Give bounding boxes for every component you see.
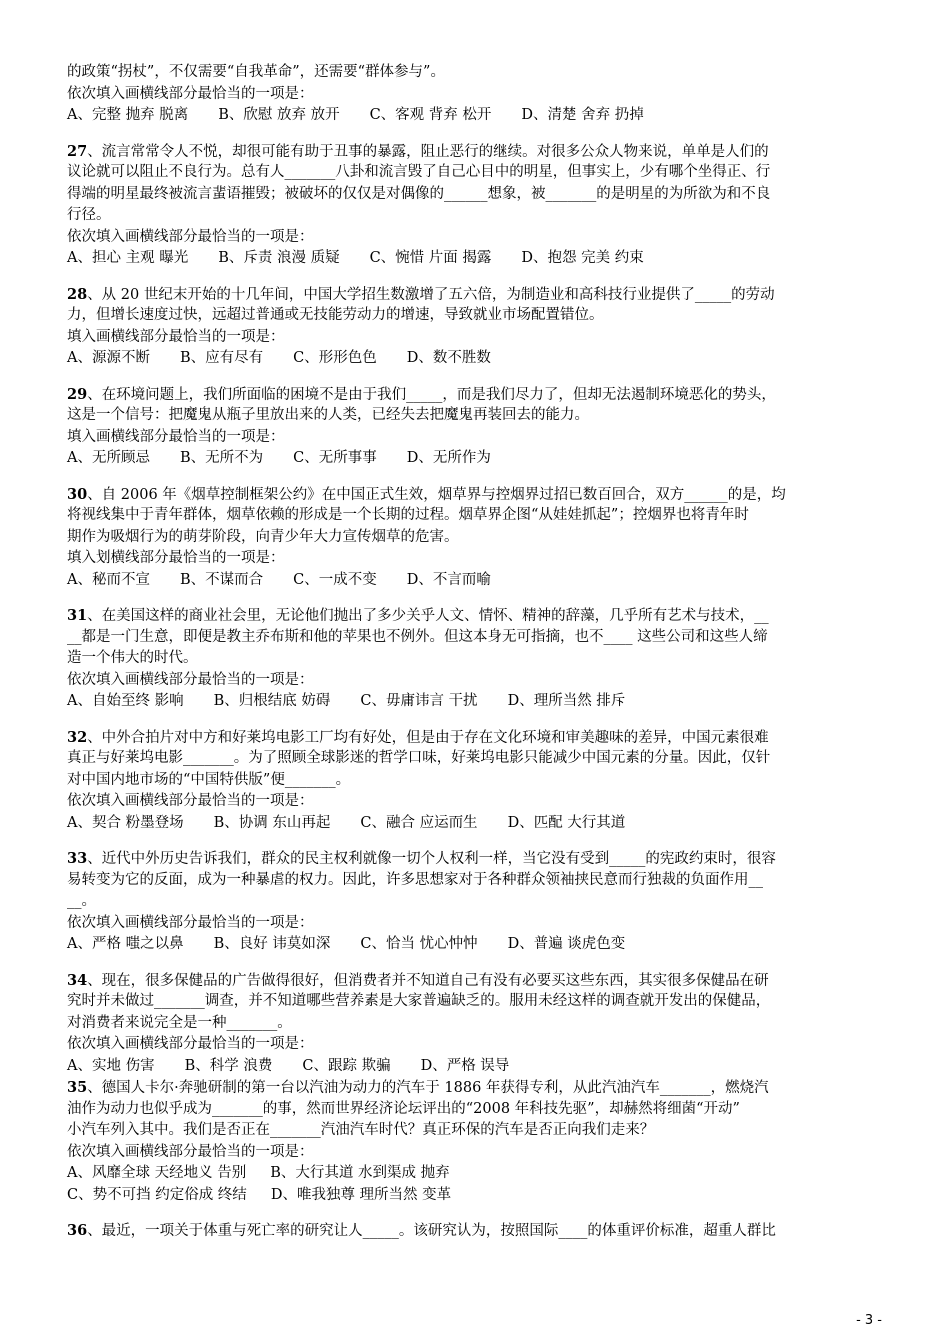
option: A、无所顾忌 (67, 450, 150, 466)
prompt-line: 依次填入画横线部分最恰当的一项是： (67, 85, 314, 102)
option: D、理所当然 排斥 (507, 693, 626, 709)
text-line (67, 527, 885, 549)
question-number: 29 (67, 385, 88, 403)
question-29 (67, 384, 885, 470)
prompt-line: 依次填入画横线部分最恰当的一项是： (67, 1143, 314, 1160)
question-text: __都是一门生意，即便是教主乔布斯和他的苹果也不例外。但这本身无可指摘，也不____ 这些公司和这些人缔 (67, 628, 768, 645)
text-line (67, 727, 885, 749)
text-line (67, 205, 885, 227)
text-line (67, 627, 885, 649)
option: D、数不胜数 (406, 350, 491, 366)
question-text: 、最近，一项关于体重与死亡率的研究让人_____。该研究认为，按照国际____的体重评价标准，超重人群比 (87, 1223, 776, 1239)
question-text: 、在环境问题上，我们所面临的困境不是由于我们_____，而是我们尽力了，但却无法遏制环境恶化的势头， (87, 386, 776, 403)
option: C、客观 背弃 松开 (369, 107, 492, 123)
text-line: 的政策“拐杖”，不仅需要“自我革命”，还需要“群体参与”。 (67, 64, 445, 80)
text-line (67, 484, 885, 506)
text-line (67, 284, 885, 306)
question-number: 27 (67, 142, 88, 160)
question-text: 小汽车列入其中。我们是否正在_______汽油汽车时代？真正环保的汽车是否正向我们走来？ (67, 1122, 655, 1138)
options-row (67, 248, 885, 270)
options-row (67, 105, 885, 127)
text-line (67, 605, 885, 627)
question-number: 28 (67, 285, 88, 303)
text-line (67, 991, 885, 1013)
option: C、融合 应运而生 (360, 814, 478, 831)
text-line (67, 748, 885, 770)
option: C、形形色色 (293, 350, 377, 366)
text-line (67, 770, 885, 792)
prompt-line: 依次填入画横线部分最恰当的一项是： (67, 1036, 314, 1052)
option: D、匹配 大行其道 (507, 814, 626, 831)
question-text: 对消费者来说完全是一种_______。 (67, 1014, 292, 1031)
option: C、无所事事 (293, 450, 377, 466)
question-30 (67, 484, 885, 592)
prompt-line: 依次填入画横线部分最恰当的一项是： (67, 228, 314, 245)
options-row (67, 1056, 885, 1078)
question-text: 行径。 (67, 207, 111, 223)
option: A、实地 伤害 (67, 1057, 155, 1074)
question-number: 31 (67, 607, 88, 624)
question-text: 对中国内地市场的“中国特供版”便_______。 (67, 771, 351, 788)
question-number: 36 (67, 1222, 88, 1239)
question-text: 、中外合拍片对中方和好莱坞电影工厂均有好处，但是由于存在文化环境和审美趣味的差异，中国元素很难 (87, 729, 769, 746)
text-line (67, 1220, 885, 1242)
option: C、跟踪 欺骗 (302, 1057, 391, 1074)
prompt-line: 填入划横线部分最恰当的一项是： (67, 550, 285, 566)
question-text: 真正与好莱坞电影_______。为了照顾全球影迷的哲学口味，好莱坞电影只能减少中国元素的分量。因此，仅针 (67, 750, 771, 766)
option: C、惋惜 片面 揭露 (369, 250, 492, 266)
option: A、契合 粉墨登场 (67, 814, 184, 831)
prompt-line: 依次填入画横线部分最恰当的一项是： (67, 793, 314, 809)
option: A、自始至终 影响 (67, 693, 184, 709)
question-text: 、德国人卡尔·奔驰研制的第一台以汽油为动力的汽车于 1886 年获得专利，从此汽油汽车_______，燃烧汽 (87, 1080, 769, 1096)
question-35 (67, 1077, 885, 1206)
question-text: 易转变为它的反面，成为一种暴虐的权力。因此，许多思想家对于各种群众领袖挟民意而行独裁的负面作用__ (67, 871, 763, 888)
text-line (67, 184, 885, 206)
options-row (67, 691, 885, 713)
text-line (67, 1013, 885, 1035)
question-number: 35 (67, 1079, 88, 1096)
question-text: 、现在，很多保健品的广告做得很好，但消费者并不知道自己有没有必要买这些东西，其实很多保健品在研 (87, 972, 769, 989)
text-line (67, 505, 885, 527)
question-27 (67, 141, 885, 270)
question-text: 造一个伟大的时代。 (67, 650, 198, 666)
question-text: 议论就可以阻止不良行为。总有人_______八卦和流言毁了自己心目中的明星，但事实上，少有哪个坐得正、行 (67, 164, 771, 180)
option: D、普遍 谈虎色变 (507, 936, 626, 952)
question-text: 期作为吸烟行为的萌芽阶段，向青少年大力宣传烟草的危害。 (67, 528, 459, 545)
text-line (67, 1077, 885, 1099)
text-line (67, 162, 885, 184)
question-31 (67, 605, 885, 713)
option: D、不言而喻 (406, 571, 491, 588)
question-text: 得端的明星最终被流言蜚语摧毁；被破坏的仅仅是对偶像的______想象，被_______的是明星的为所欲为和不良 (67, 185, 771, 202)
question-33 (67, 848, 885, 956)
text-line (67, 870, 885, 892)
option: B、协调 东山再起 (213, 814, 331, 831)
question-34 (67, 970, 885, 1078)
option: B、斥责 浪漫 质疑 (218, 250, 340, 266)
option: D、无所作为 (406, 450, 491, 466)
option: C、一成不变 (293, 571, 377, 588)
option: B、良好 讳莫如深 (213, 936, 331, 952)
text-line (67, 891, 885, 913)
text-line (67, 848, 885, 870)
option: D、严格 误导 (420, 1057, 510, 1074)
question-text: 、在美国这样的商业社会里，无论他们抛出了多少关乎人文、情怀、精神的辞藻，几乎所有艺术与技术，__ (87, 608, 769, 624)
text-line (67, 970, 885, 992)
option: A、秘而不宣 (67, 571, 150, 588)
text-line (67, 648, 885, 670)
option: A、严格 嗤之以鼻 (67, 936, 184, 952)
option: B、欣慰 放弃 放开 (218, 107, 340, 123)
question-text: 这是一个信号：把魔鬼从瓶子里放出来的人类，已经失去把魔鬼再装回去的能力。 (67, 407, 589, 423)
options-row (67, 570, 885, 592)
question-intro (67, 62, 885, 127)
option: A、完整 抛弃 脱离 (67, 107, 189, 123)
prompt-line: 依次填入画横线部分最恰当的一项是： (67, 914, 314, 931)
document-body (67, 62, 885, 1256)
question-text: 将视线集中于青年群体，烟草依赖的形成是一个长期的过程。烟草界企图“从娃娃抓起”；控烟界也将青年时 (67, 507, 749, 523)
option: A、担心 主观 曝光 (67, 250, 189, 266)
option: C、势不可挡 约定俗成 终结 (67, 1186, 247, 1203)
options-row (67, 348, 885, 370)
question-text: 、自 2006 年《烟草控制框架公约》在中国正式生效，烟草界与控烟界过招已数百回合，双方______的是，均 (87, 486, 786, 503)
options-row (67, 934, 885, 956)
prompt-line: 填入画横线部分最恰当的一项是： (67, 328, 285, 345)
text-line (67, 405, 885, 427)
question-28 (67, 284, 885, 370)
question-number: 34 (67, 971, 88, 989)
option: D、抱怨 完美 约束 (521, 250, 644, 266)
option: A、源源不断 (67, 350, 150, 366)
prompt-line: 填入画横线部分最恰当的一项是： (67, 428, 285, 445)
question-36 (67, 1220, 885, 1242)
text-line (67, 1099, 885, 1121)
options-row (67, 1185, 885, 1207)
option: D、唯我独尊 理所当然 变革 (270, 1186, 452, 1203)
prompt-line: 依次填入画横线部分最恰当的一项是： (67, 671, 314, 688)
options-row (67, 813, 885, 835)
option: B、不谋而合 (179, 571, 264, 588)
option: B、大行其道 水到渠成 抛弃 (270, 1165, 450, 1181)
question-number: 30 (67, 485, 88, 503)
question-text: __。 (67, 893, 96, 909)
option: B、应有尽有 (179, 350, 264, 366)
options-row (67, 448, 885, 470)
option: C、恰当 忧心忡忡 (360, 936, 478, 952)
option: C、毋庸讳言 干扰 (360, 693, 478, 709)
text-line (67, 1120, 885, 1142)
question-text: 、从 20 世纪末开始的十几年间，中国大学招生数激增了五六倍，为制造业和高科技行业提供了_____的劳动 (87, 286, 775, 303)
question-text: 油作为动力也似乎成为_______的事，然而世界经济论坛评出的“2008 年科技先驱”，却赫然将细菌“开动” (67, 1100, 740, 1117)
options-row (67, 1163, 885, 1185)
option: D、清楚 舍弃 扔掉 (521, 107, 644, 123)
option: A、风靡全球 天经地义 告别 (67, 1165, 247, 1181)
page-number: - 3 - (856, 1313, 882, 1328)
question-text: 、近代中外历史告诉我们，群众的民主权利就像一切个人权利一样，当它没有受到_____的宪政约束时，很容 (87, 851, 776, 867)
question-number: 33 (67, 850, 88, 867)
question-number: 32 (67, 728, 88, 746)
option: B、科学 浪费 (184, 1057, 273, 1074)
question-32 (67, 727, 885, 835)
option: B、无所不为 (179, 450, 264, 466)
text-line (67, 384, 885, 406)
text-line (67, 141, 885, 163)
questions-list (67, 141, 885, 1242)
option: B、归根结底 妨碍 (213, 693, 331, 709)
question-text: 力，但增长速度过快，远超过普通或无技能劳动力的增速，导致就业市场配置错位。 (67, 307, 604, 323)
text-line (67, 305, 885, 327)
question-text: 、流言常常令人不悦，却很可能有助于丑事的暴露，阻止恶行的继续。对很多公众人物来说，单单是人们的 (87, 143, 769, 160)
question-text: 究时并未做过_______调查，并不知道哪些营养素是大家普遍缺乏的。服用未经这样的调查就开发出的保健品， (67, 993, 771, 1009)
